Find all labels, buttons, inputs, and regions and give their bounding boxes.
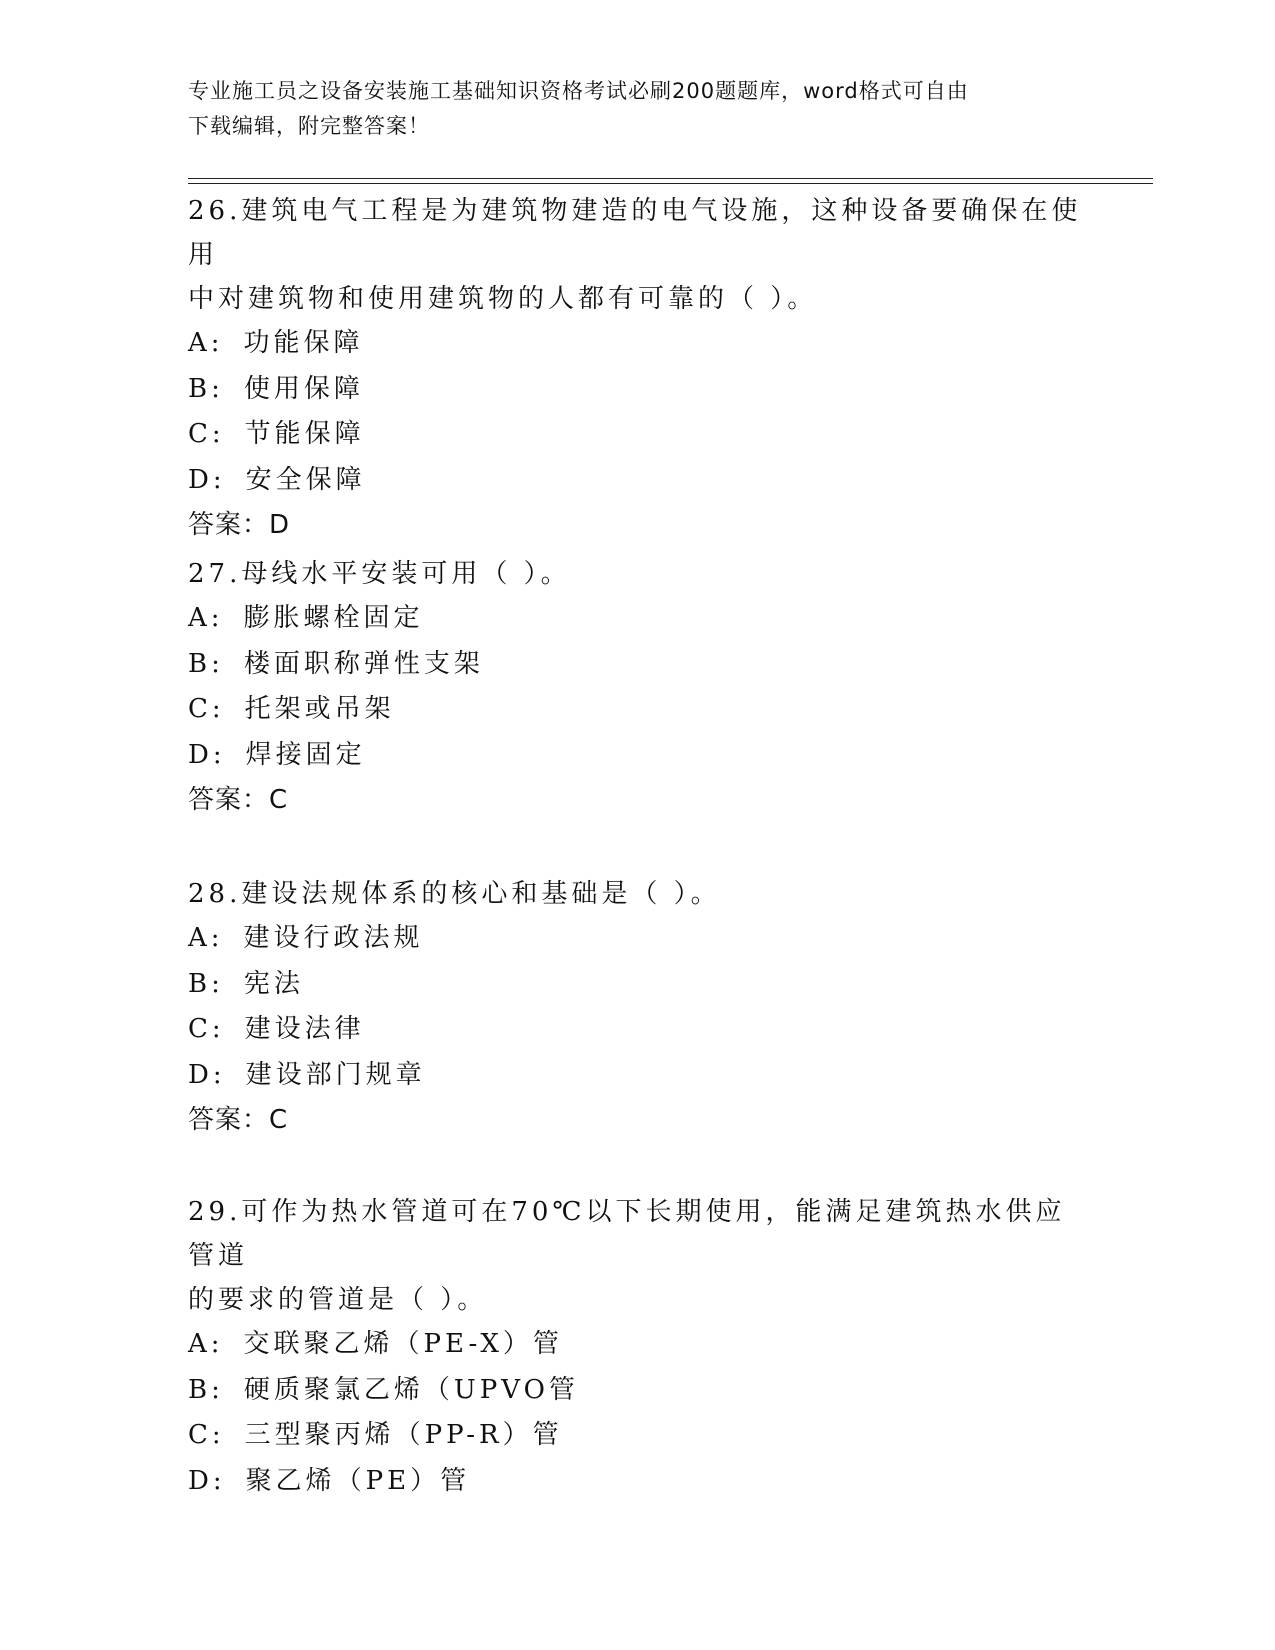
option-text: 交联聚乙烯（PE-X）管 (243, 1329, 563, 1359)
option-letter: D: (188, 1059, 226, 1090)
header-divider-bottom (188, 183, 1153, 184)
option-b (188, 1368, 1088, 1414)
option-text: 硬质聚氯乙烯（UPVO管 (243, 1374, 579, 1405)
option-b (188, 367, 1088, 413)
option-text: 聚乙烯（PE）管 (245, 1465, 471, 1496)
document-header (188, 74, 1088, 144)
option-letter: B: (188, 968, 224, 999)
option-text: 使用保障 (243, 373, 364, 404)
header-line-2: 下载编辑，附完整答案！ (188, 114, 430, 138)
option-letter: B: (188, 373, 224, 404)
option-letter: A: (188, 923, 224, 953)
option-text: 三型聚丙烯（PP-R）管 (244, 1420, 563, 1450)
option-text: 节能保障 (244, 419, 365, 449)
header-line-1: 专业施工员之设备安装施工基础知识资格考试必刷200题题库，word格式可自由 (188, 79, 969, 103)
option-letter: A: (188, 328, 224, 358)
answer-line: 答案：D (188, 510, 291, 540)
option-letter: D: (188, 739, 226, 770)
option-b (188, 962, 1088, 1008)
question-26 (188, 189, 1088, 548)
question-27 (188, 552, 1088, 823)
option-c (188, 1007, 1088, 1053)
question-text-line: 的要求的管道是（ ）。 (188, 1285, 488, 1315)
option-letter: C: (188, 1420, 225, 1450)
option-text: 安全保障 (245, 464, 366, 495)
header-divider-top (188, 178, 1153, 179)
option-letter: B: (188, 648, 224, 679)
question-text-line: 中对建筑物和使用建筑物的人都有可靠的（ ）。 (188, 284, 818, 314)
option-text: 功能保障 (243, 328, 364, 358)
option-letter: A: (188, 1329, 224, 1359)
option-text: 宪法 (243, 968, 304, 999)
option-c (188, 687, 1088, 733)
option-d (188, 1459, 1088, 1505)
option-letter: C: (188, 419, 225, 449)
question-text-line: 28.建设法规体系的核心和基础是（ ）。 (188, 879, 721, 909)
option-letter: C: (188, 694, 225, 724)
option-letter: B: (188, 1374, 224, 1405)
question-text-line: 27.母线水平安装可用（ ）。 (188, 559, 571, 589)
option-text: 建设行政法规 (243, 923, 424, 953)
option-b (188, 642, 1088, 688)
question-28 (188, 872, 1088, 1143)
option-d (188, 733, 1088, 779)
question-29 (188, 1190, 1088, 1504)
option-text: 建设法律 (244, 1014, 365, 1044)
option-d (188, 1053, 1088, 1099)
option-letter: D: (188, 1465, 226, 1496)
option-c (188, 1413, 1088, 1459)
answer-line: 答案：C (188, 785, 289, 815)
option-a (188, 916, 1088, 962)
option-c (188, 412, 1088, 458)
option-text: 楼面职称弹性支架 (243, 648, 484, 679)
option-text: 托架或吊架 (244, 694, 395, 724)
option-text: 建设部门规章 (245, 1059, 426, 1090)
question-text-line: 29.可作为热水管道可在70℃以下长期使用，能满足建筑热水供应管道 (188, 1197, 1066, 1271)
question-text-line: 26.建筑电气工程是为建筑物建造的电气设施，这种设备要确保在使用 (188, 196, 1082, 270)
option-a (188, 596, 1088, 642)
option-letter: D: (188, 464, 226, 495)
option-letter: A: (188, 603, 224, 633)
option-text: 焊接固定 (245, 739, 366, 770)
option-d (188, 458, 1088, 504)
option-letter: C: (188, 1014, 225, 1044)
option-text: 膨胀螺栓固定 (243, 603, 424, 633)
option-a (188, 1322, 1088, 1368)
answer-line: 答案：C (188, 1105, 289, 1135)
option-a (188, 321, 1088, 367)
